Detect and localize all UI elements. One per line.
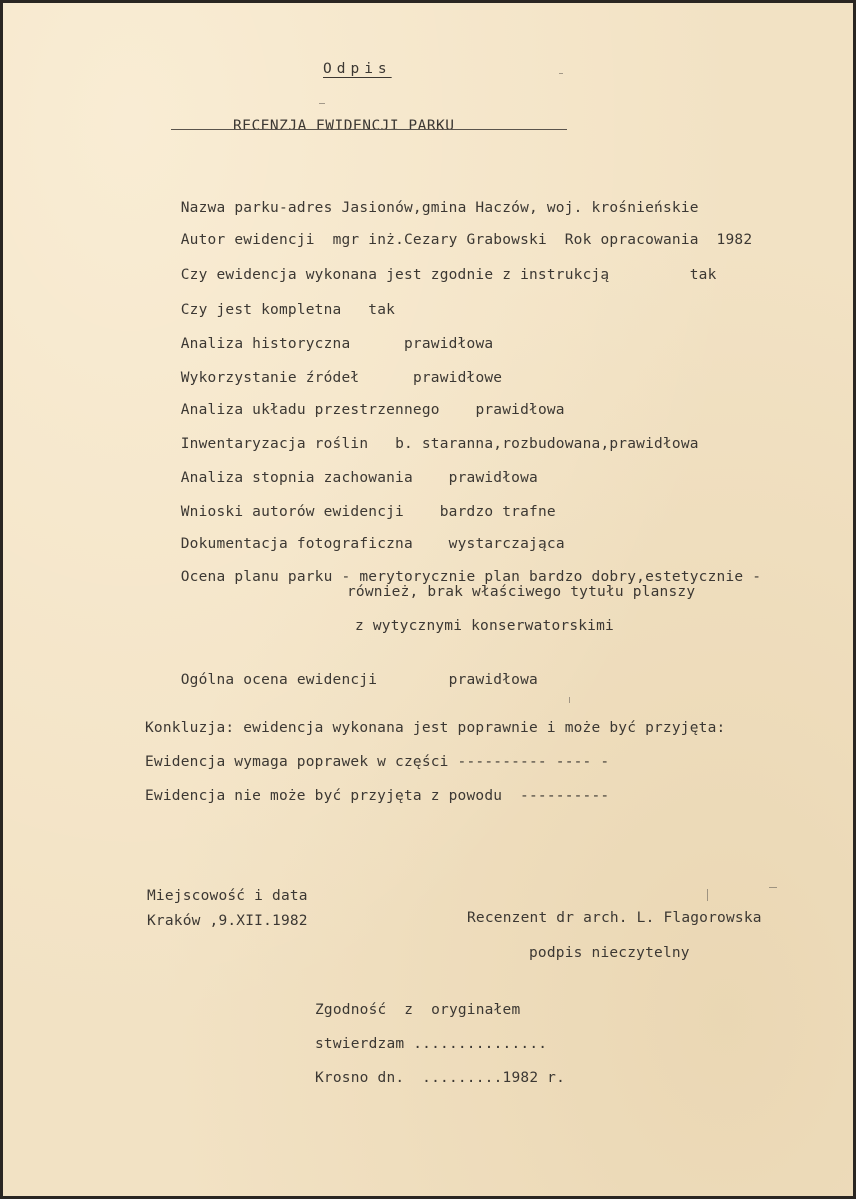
field-label: Analiza historyczna xyxy=(180,336,351,352)
plan-assessment-continuation: z wytycznymi konserwatorskimi xyxy=(355,618,614,634)
field-value: prawidłowa xyxy=(475,402,565,418)
field-value: mgr inż.Cezary Grabowski Rok opracowania 1982 xyxy=(332,232,753,248)
certification-line: stwierdzam ............... xyxy=(315,1036,548,1052)
conclusion-line: Ewidencja wymaga poprawek w części ---------- ---- - xyxy=(145,754,610,770)
reviewer-name: Recenzent dr arch. L. Flagorowska xyxy=(467,910,762,926)
field-value: b. staranna,rozbudowana,prawidłowa xyxy=(395,436,699,452)
document-page xyxy=(3,3,853,1196)
field-label: Ocena planu parku - xyxy=(180,569,351,585)
certification-line: Krosno dn. .........1982 r. xyxy=(315,1070,566,1086)
place-date-label: Miejscowość i data xyxy=(147,888,308,904)
field-value: prawidłowa xyxy=(448,672,538,688)
signature-note: podpis nieczytelny xyxy=(529,945,690,961)
field-label: Wykorzystanie źródeł xyxy=(180,370,360,386)
field-label: Dokumentacja fotograficzna xyxy=(180,536,413,552)
field-label: Czy ewidencja wykonana jest zgodnie z instrukcją xyxy=(180,267,610,283)
field-label: Analiza układu przestrzennego xyxy=(180,402,440,418)
field-label: Nazwa parku-adres xyxy=(180,200,333,216)
field-value: wystarczająca xyxy=(448,536,565,552)
field-label: Wnioski autorów ewidencji xyxy=(180,504,404,520)
field-value: prawidłowa xyxy=(448,470,538,486)
heading-underline xyxy=(171,129,567,130)
field-label: Inwentaryzacja roślin xyxy=(180,436,369,452)
field-value: merytorycznie plan bardzo dobry,estetycznie - xyxy=(359,569,762,585)
document-title: Odpis xyxy=(323,61,392,77)
plan-assessment-continuation: również, brak właściwego tytułu planszy xyxy=(347,584,696,600)
field-value: prawidłowa xyxy=(404,336,494,352)
conclusion-line: Ewidencja nie może być przyjęta z powodu ---------- xyxy=(145,788,610,804)
field-value: tak xyxy=(689,267,717,283)
field-value: Jasionów,gmina Haczów, woj. krośnieńskie xyxy=(341,200,699,216)
field-label: Ogólna ocena ewidencji xyxy=(180,672,378,688)
field-label: Autor ewidencji xyxy=(180,232,315,248)
ink-speck xyxy=(769,887,777,888)
field-label: Analiza stopnia zachowania xyxy=(180,470,413,486)
ink-speck xyxy=(319,103,325,104)
field-overall-assessment xyxy=(145,653,538,707)
certification-line: Zgodność z oryginałem xyxy=(315,1002,521,1018)
field-value: tak xyxy=(368,302,396,318)
field-label: Czy jest kompletna xyxy=(180,302,342,318)
ink-speck xyxy=(569,697,570,703)
document-heading: RECENZJA EWIDENCJI PARKU xyxy=(233,118,455,134)
field-value: bardzo trafne xyxy=(439,504,556,520)
ink-speck xyxy=(707,889,708,901)
place-date-value: Kraków ,9.XII.1982 xyxy=(147,913,308,929)
ink-speck xyxy=(559,73,563,74)
field-value: prawidłowe xyxy=(412,370,503,386)
conclusion-line: Konkluzja: ewidencja wykonana jest poprawnie i może być przyjęta: xyxy=(145,720,726,736)
